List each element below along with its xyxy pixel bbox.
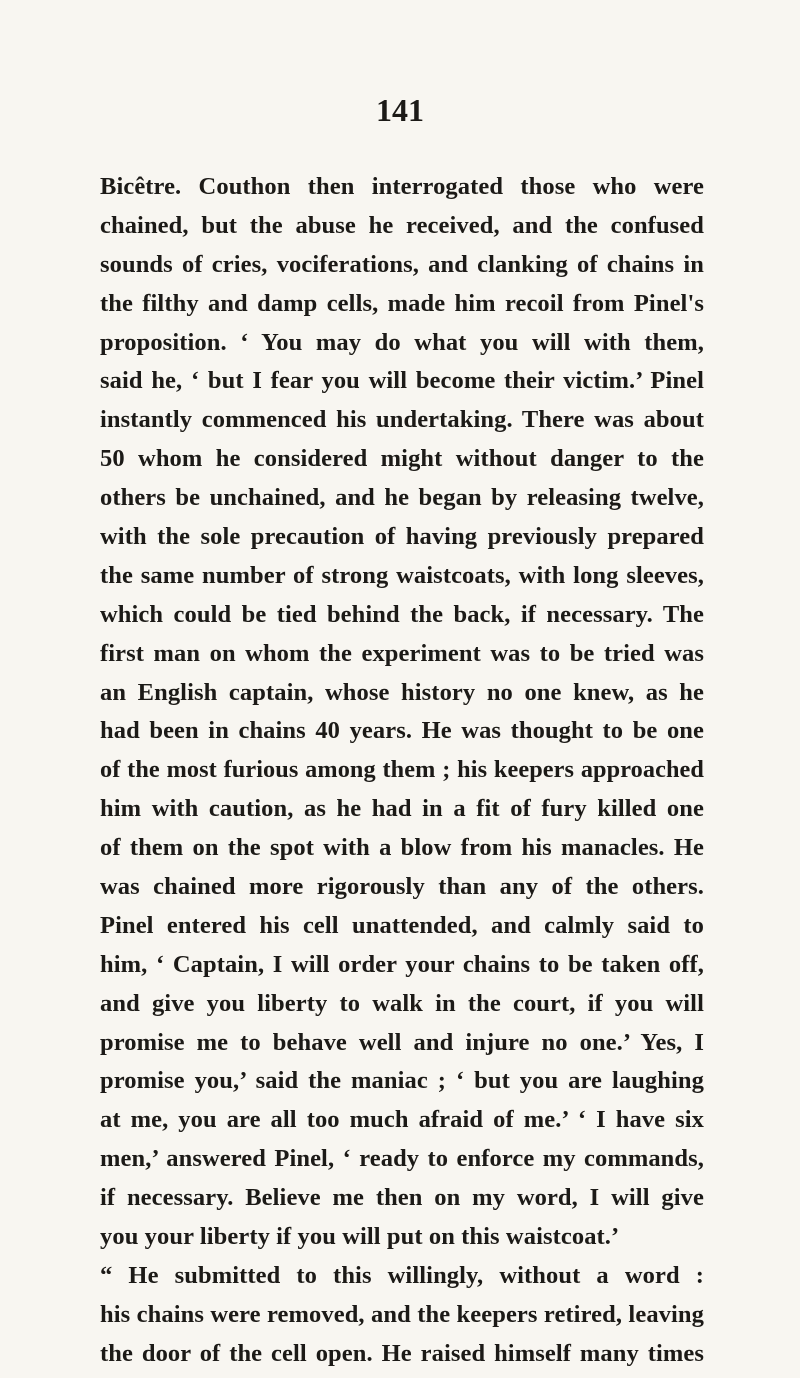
body-text <box>100 168 704 1374</box>
text-line: first man on whom the experiment was to be tried was <box>100 639 704 667</box>
text-line: had been in chains 40 years. He was thought to be one <box>100 717 704 745</box>
text-line: his chains were removed, and the keepers retired, leaving <box>100 1300 704 1328</box>
page-number: 141 <box>376 92 424 128</box>
text-line: was chained more rigorously than any of the others. <box>100 873 704 901</box>
text-line: at me, you are all too much afraid of me.’ ‘ I have six <box>100 1106 704 1134</box>
text-line: said he, ‘ but I fear you will become their victim.’ Pinel <box>100 367 704 395</box>
text-line: him, ‘ Captain, I will order your chains to be taken off, <box>100 950 704 978</box>
text-line: sounds of cries, vociferations, and clanking of chains in <box>100 250 704 278</box>
text-line: of the most furious among them ; his keepers approached <box>100 756 704 784</box>
text-line: and give you liberty to walk in the court, if you will <box>100 989 704 1017</box>
text-line: Pinel entered his cell unattended, and calmly said to <box>100 911 704 939</box>
text-line: with the sole precaution of having previously prepared <box>100 523 704 551</box>
text-line: proposition. ‘ You may do what you will with them, <box>100 328 704 356</box>
text-line: Bicêtre. Couthon then interrogated those who were <box>100 173 704 200</box>
text-line: men,’ answered Pinel, ‘ ready to enforce my commands, <box>100 1145 704 1173</box>
text-line: “ He submitted to this willingly, without a word : <box>100 1261 704 1289</box>
text-line: the door of the cell open. He raised himself many times <box>100 1339 704 1367</box>
text-line: of them on the spot with a blow from his manacles. He <box>100 834 704 862</box>
text-line: you your liberty if you will put on this waistcoat.’ <box>100 1223 620 1251</box>
text-line: 50 whom he considered might without danger to the <box>100 445 704 473</box>
text-line: an English captain, whose history no one knew, as he <box>100 678 704 706</box>
text-line: others be unchained, and he began by releasing twelve, <box>100 484 704 512</box>
text-line: which could be tied behind the back, if necessary. The <box>100 600 704 628</box>
text-line: if necessary. Believe me then on my word, I will give <box>100 1184 704 1212</box>
text-line: promise you,’ said the maniac ; ‘ but you are laughing <box>100 1067 704 1095</box>
text-line: the same number of strong waistcoats, with long sleeves, <box>100 561 704 589</box>
text-line: instantly commenced his undertaking. There was about <box>100 406 704 434</box>
text-line: him with caution, as he had in a fit of fury killed one <box>100 795 704 823</box>
text-line: chained, but the abuse he received, and the confused <box>100 211 704 239</box>
text-line: the filthy and damp cells, made him recoil from Pinel's <box>100 289 704 317</box>
text-line: promise me to behave well and injure no one.’ Yes, I <box>100 1028 704 1056</box>
